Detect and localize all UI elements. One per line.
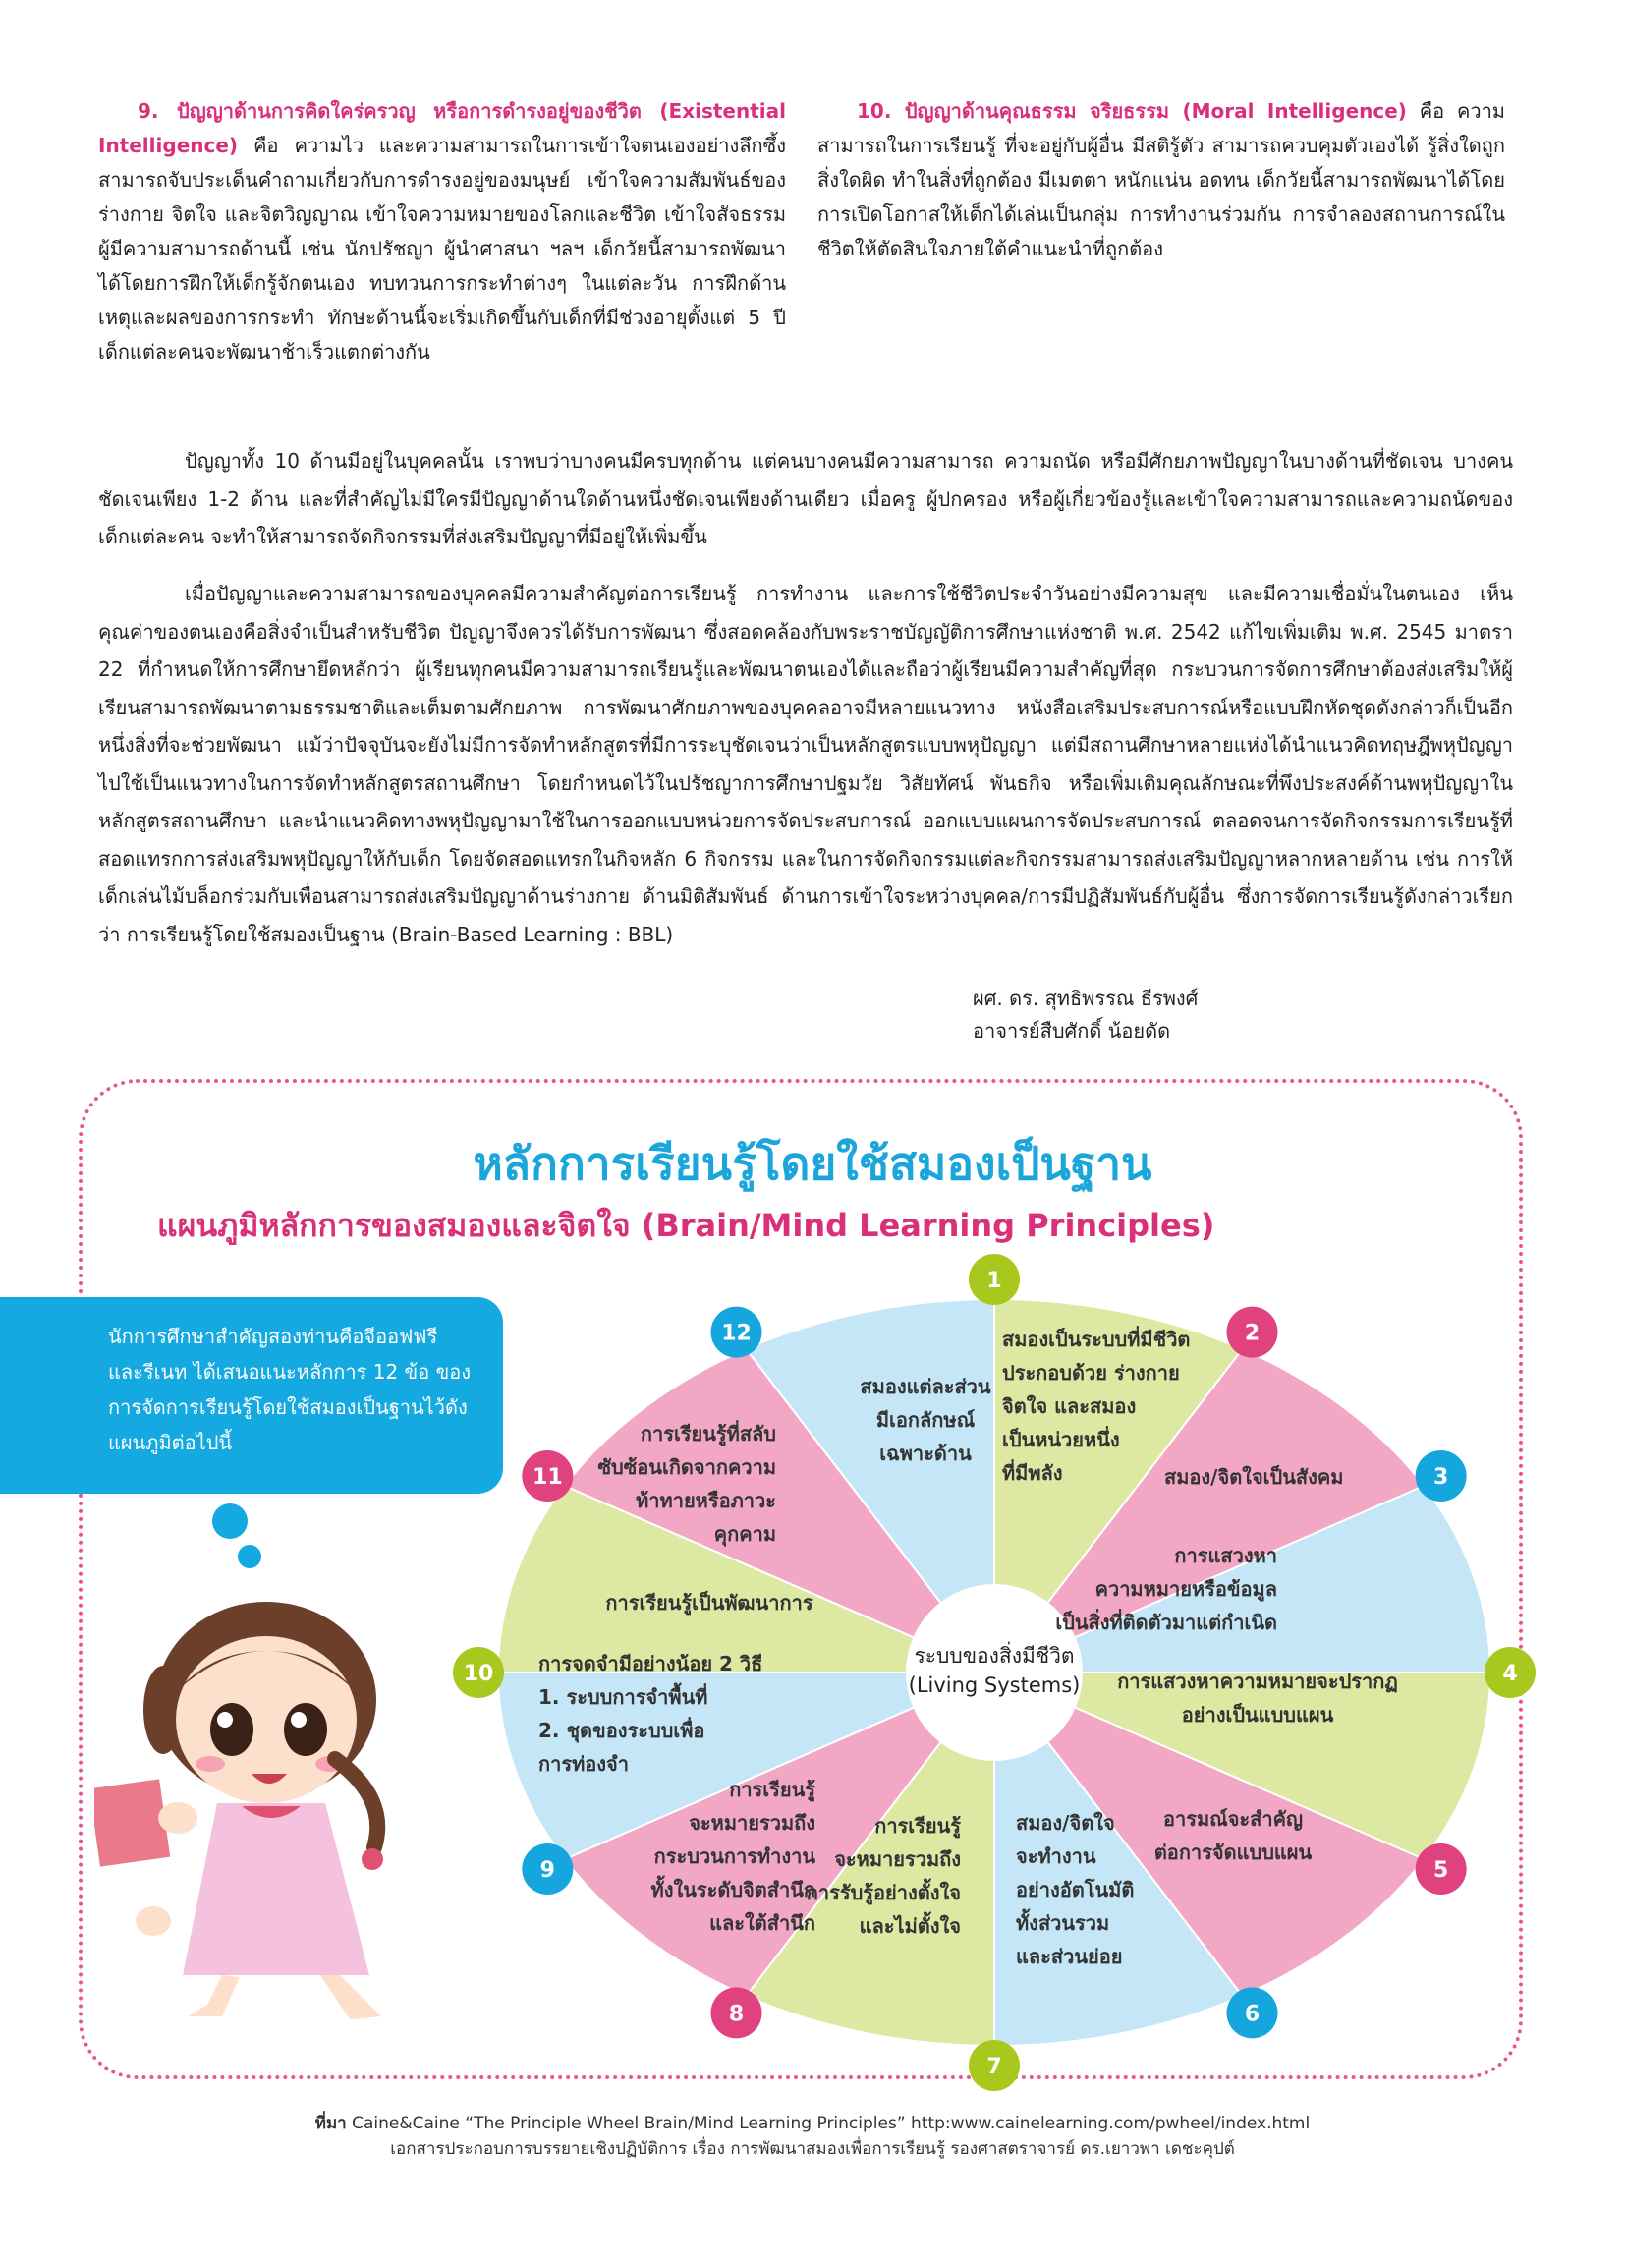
document-line: เอกสารประกอบการบรรยายเชิงปฏิบัติการ เรื่อง การพัฒนาสมองเพื่อการเรียนรู้ รองศาสตราจารย์ ดร.เยาวพา เดชะคุปต์: [390, 2139, 1235, 2159]
existential-body: คือ ความไว และความสามารถในการเข้าใจตนเองอย่างลึกซึ้ง สามารถจับประเด็นคำถามเกี่ยวกับการดำรงอยู่ของมนุษย์ เข้าใจความสัมพันธ์ของร่างกาย จิตใจ และจิตวิญญาณ เข้าใจความหมายของโลกและชีวิต เข้าใจสัจธรรม ผู้มีความสามารถด้านนี้ เช่น นักปรัชญา ผู้นำศาสนา ฯลฯ เด็กวัยนี้สามารถพัฒนาได้โดยการฝึกให้เด็กรู้จักตนเอง ทบทวนการกระทำต่างๆ ในแต่ละวัน การฝึกด้านเหตุและผลของการกระทำ ทักษะด้านนี้จะเริ่มเกิดขึ้นกับเด็กที่มีช่วงอายุตั้งแต่ 5 ปี เด็กแต่ละคนจะพัฒนาช้าเร็วแตกต่างกัน: [98, 134, 786, 364]
principle-1-text: จิตใจ และสมอง: [1002, 1394, 1137, 1418]
infographic-title: หลักการเรียนรู้โดยใช้สมองเป็นฐาน: [473, 1137, 1152, 1190]
principle-number-2: 2: [1244, 1321, 1261, 1346]
source-citation: Caine&Caine “The Principle Wheel Brain/Mind Learning Principles” http:www.cainelearning.com/pwheel/index.html: [346, 2114, 1311, 2133]
principle-8-text: กระบวนการทำงาน: [653, 1844, 815, 1868]
principle-11-text: ท้าทายหรือภาวะ: [636, 1489, 776, 1512]
principle-number-8: 8: [728, 2002, 745, 2027]
girl-cartoon-illustration: [94, 1572, 468, 2034]
author-name-2: อาจารย์สืบศักดิ์ น้อยดัด: [973, 1019, 1171, 1043]
principle-7-text: การเรียนรู้: [874, 1814, 961, 1838]
thought-bubble-small: [238, 1545, 261, 1568]
callout-box: [0, 1297, 503, 1494]
principle-number-10: 10: [463, 1662, 494, 1686]
principle-number-12: 12: [721, 1321, 752, 1346]
principle-12-text: เฉพาะด้าน: [879, 1442, 972, 1465]
existential-heading: 9. ปัญญาด้านการคิดใคร่ครวญ หรือการดำรงอยู่ของชีวิต (Existential Intelligence): [98, 99, 786, 157]
principle-9-text: 2. ชุดของระบบเพื่อ: [538, 1719, 705, 1742]
principle-2-text: สมอง/จิตใจเป็นสังคม: [1164, 1465, 1344, 1489]
center-label: (Living Systems): [908, 1673, 1081, 1697]
principle-8-text: ทั้งในระดับจิตสำนึก: [650, 1878, 815, 1901]
principle-number-7: 7: [986, 2055, 1002, 2079]
principle-number-11: 11: [532, 1465, 563, 1490]
principle-6-text: ทั้งส่วนรวม: [1016, 1911, 1110, 1935]
principle-6-text: สมอง/จิตใจ: [1016, 1811, 1115, 1835]
principle-1-text: เป็นหน่วยหนึ่ง: [1002, 1428, 1120, 1451]
principle-number-9: 9: [539, 1858, 555, 1883]
principle-number-6: 6: [1244, 2002, 1261, 2027]
principle-11-text: การเรียนรู้ที่สลับ: [640, 1422, 776, 1446]
source-line: [0, 2111, 1625, 2136]
principle-6-text: อย่างอัตโนมัติ: [1016, 1878, 1135, 1901]
principle-3-text: เป็นสิ่งที่ติดตัวมาแต่กำเนิด: [1055, 1611, 1277, 1634]
principle-12-text: มีเอกลักษณ์: [875, 1408, 976, 1432]
principle-5-text: อารมณ์จะสำคัญ: [1162, 1807, 1304, 1831]
principle-4-text: การแสวงหาความหมายจะปรากฏ: [1117, 1670, 1398, 1693]
principle-6-text: และส่วนย่อย: [1016, 1945, 1123, 1968]
principle-7-text: จะหมายรวมถึง: [834, 1847, 961, 1871]
moral-body: คือ ความสามารถในการเรียนรู้ ที่จะอยู่กับผู้อื่น มีสติรู้ตัว สามารถควบคุมตัวเองได้ รู้สิ่งใดถูกสิ่งใดผิด ทำในสิ่งที่ถูกต้อง มีเมตตา หนักแน่น อดทน เด็กวัยนี้สามารถพัฒนาได้โดยการเปิดโอกาสให้เด็กได้เล่นเป็นกลุ่ม การทำงานร่วมกัน การจำลองสถานการณ์ในชีวิตให้ตัดสินใจภายใต้คำแนะนำที่ถูกต้อง: [817, 99, 1505, 260]
paragraph-text: ปัญญาทั้ง 10 ด้านมีอยู่ในบุคคลนั้น เราพบว่าบางคนมีครบทุกด้าน แต่คนบางคนมีความสามารถ ความถนัด หรือมีศักยภาพปัญญาในบางด้านที่ชัดเจน บางคนชัดเจนเพียง 1-2 ด้าน และที่สำคัญไม่มีใครมีปัญญาด้านใดด้านหนึ่งชัดเจนเพียงด้านเดียว เมื่อครู ผู้ปกครอง หรือผู้เกี่ยวข้องรู้และเข้าใจความสามารถและความถนัดของเด็กแต่ละคน จะทำให้สามารถจัดกิจกรรมที่ส่งเสริมปัญญาที่มีอยู่ให้เพิ่มขึ้น: [98, 449, 1513, 548]
principle-number-3: 3: [1433, 1465, 1449, 1490]
principle-7-text: การรับรู้อย่างตั้งใจ: [806, 1881, 961, 1904]
infographic-subtitle: แผนภูมิหลักการของสมองและจิตใจ (Brain/Mind Learning Principles): [157, 1207, 1215, 1244]
principle-3-text: การแสวงหา: [1174, 1544, 1277, 1567]
paragraph-text: เมื่อปัญญาและความสามารถของบุคคลมีความสำคัญต่อการเรียนรู้ การทำงาน และการใช้ชีวิตประจำวันอย่างมีความสุข และมีความเชื่อมั่นในตนเอง เห็นคุณค่าของตนเองคือสิ่งจำเป็นสำหรับชีวิต ปัญญาจึงควรได้รับการพัฒนา ซึ่งสอดคล้องกับพระราชบัญญัติการศึกษาแห่งชาติ พ.ศ. 2542 แก้ไขเพิ่มเติม พ.ศ. 2545 มาตรา 22 ที่กำหนดให้การศึกษายึดหลักว่า ผู้เรียนทุกคนมีความสามารถเรียนรู้และพัฒนาตนเองได้และถือว่าผู้เรียนมีความสำคัญที่สุด กระบวนการจัดการศึกษาต้องส่งเสริมให้ผู้เรียนสามารถพัฒนาตามธรรมชาติและเต็มตามศักยภาพ การพัฒนาศักยภาพของบุคคลอาจมีหลายแนวทาง หนังสือเสริมประสบการณ์หรือแบบฝึกหัดชุดดังกล่าวก็เป็นอีกหนึ่งสิ่งที่จะช่วยพัฒนา แม้ว่าปัจจุบันจะยังไม่มีการจัดทำหลักสูตรที่มีการระบุชัดเจนว่าเป็นหลักสูตรแบบพหุปัญญา แต่มีสถานศึกษาหลายแห่งได้นำแนวคิดทฤษฎีพหุปัญญาไปใช้เป็นแนวทางในการจัดทำหลักสูตรสถานศึกษา โดยกำหนดไว้ในปรัชญาการศึกษาปฐมวัย วิสัยทัศน์ พันธกิจ หรือเพิ่มเติมคุณลักษณะที่พึงประสงค์ด้านพหุปัญญาในหลักสูตรสถานศึกษา และนำแนวคิดทางพหุปัญญามาใช้ในการออกแบบหน่วยการจัดประสบการณ์ ออกแบบแผนการจัดประสบการณ์ ตลอดจนการจัดกิจกรรมการเรียนรู้ที่สอดแทรกการส่งเสริมพหุปัญญาให้กับเด็ก โดยจัดสอดแทรกในกิจหลัก 6 กิจกรรม และในการจัดกิจกรรมแต่ละกิจกรรมสามารถส่งเสริมปัญญาหลากหลายด้าน เช่น การให้เด็กเล่นไม้บล็อกร่วมกับเพื่อนสามารถส่งเสริมปัญญาด้านร่างกาย ด้านมิติสัมพันธ์ ด้านการเข้าใจระหว่างบุคคล/การมีปฏิสัมพันธ์กับผู้อื่น ซึ่งการจัดการเรียนรู้ดังกล่าวเรียกว่า การเรียนรู้โดยใช้สมองเป็นฐาน (Brain-Based Learning : BBL): [98, 582, 1513, 946]
principle-1-text: ประกอบด้วย ร่างกาย: [1002, 1361, 1180, 1385]
principle-12-text: สมองแต่ละส่วน: [860, 1375, 991, 1398]
principle-9-text: การจดจำมีอย่างน้อย 2 วิธี: [538, 1652, 763, 1675]
principle-10-text: การเรียนรู้เป็นพัฒนาการ: [605, 1591, 813, 1615]
principle-number-4: 4: [1502, 1662, 1518, 1686]
principle-9-text: 1. ระบบการจำพื้นที่: [538, 1685, 708, 1709]
source-label: ที่มา: [314, 2114, 347, 2133]
principle-6-text: จะทำงาน: [1016, 1844, 1096, 1868]
principle-9-text: การท่องจำ: [538, 1752, 629, 1776]
center-label: ระบบของสิ่งมีชีวิต: [914, 1644, 1075, 1668]
principle-5-text: ต่อการจัดแบบแผน: [1153, 1841, 1313, 1864]
principle-8-text: การเรียนรู้: [729, 1778, 815, 1801]
principle-4-text: อย่างเป็นแบบแผน: [1181, 1703, 1334, 1727]
moral-heading: 10. ปัญญาด้านคุณธรรม จริยธรรม (Moral Intelligence): [857, 99, 1407, 123]
principle-8-text: และใต้สำนึก: [709, 1911, 815, 1935]
author-name-1: ผศ. ดร. สุทธิพรรณ ธีรพงศ์: [973, 987, 1199, 1010]
principle-number-5: 5: [1433, 1858, 1449, 1883]
principle-11-text: คุกคาม: [713, 1522, 776, 1546]
principle-1-text: สมองเป็นระบบที่มีชีวิต: [1002, 1328, 1191, 1351]
principle-3-text: ความหมายหรือข้อมูล: [1094, 1577, 1277, 1601]
principle-11-text: ซับซ้อนเกิดจากความ: [597, 1455, 776, 1479]
principle-number-1: 1: [986, 1269, 1002, 1293]
principle-1-text: ที่มีพลัง: [1002, 1461, 1063, 1485]
callout-text: นักการศึกษาสำคัญสองท่านคือจีออฟฟรี และรีเนท ได้เสนอแนะหลักการ 12 ข้อ ของการจัดการเรียนรู้โดยใช้สมองเป็นฐานไว้ดังแผนภูมิต่อไปนี้: [108, 1325, 472, 1454]
thought-bubble-large: [212, 1503, 248, 1539]
principle-7-text: และไม่ตั้งใจ: [859, 1914, 961, 1938]
principle-8-text: จะหมายรวมถึง: [689, 1811, 815, 1835]
